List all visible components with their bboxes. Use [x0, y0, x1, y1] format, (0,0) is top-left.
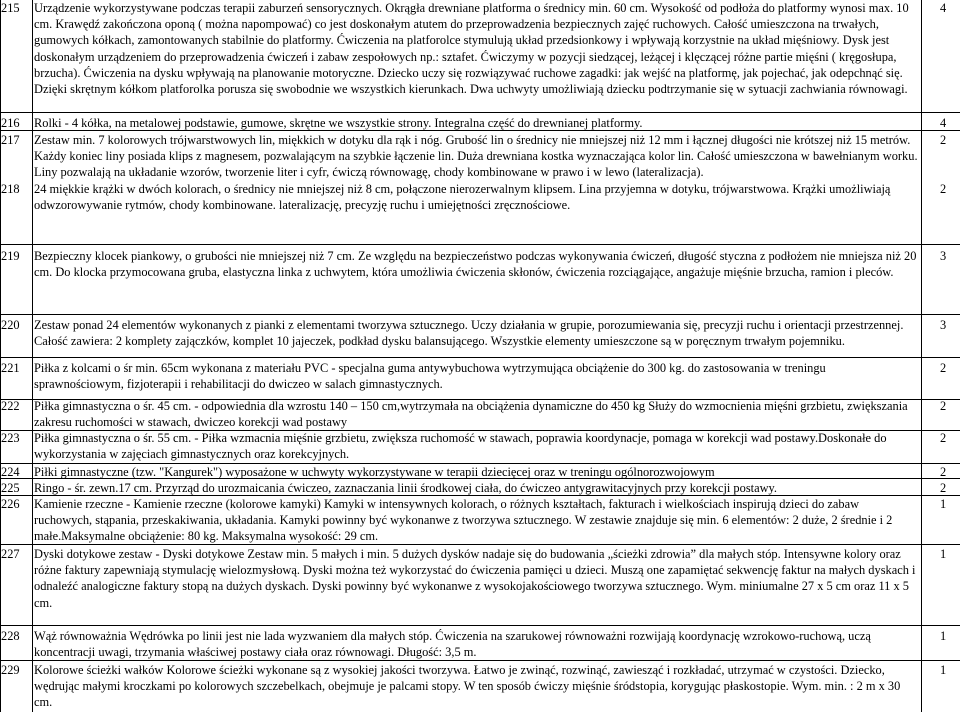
row-description: Kolorowe ścieżki wałków Kolorowe ścieżki wykonane są z wysokiej jakości tworzywa. Łatwo je zwinąć, rozwinąć, zawiesząć i rozkładać, utrzymać w czystości. Dziecko, wędrując małymi kroczkami po kolorowych szczebelkach, obejmuje je palcami stopy. W ten sposób ćwiczy mięśnie śródstopia, korygując płaskostopie. Wym. min. : 2 m x 30 cm. — [34, 663, 901, 710]
row-description: 24 miękkie krążki w dwóch kolorach, o średnicy nie mniejszej niż 8 cm, połączone nierozerwalnym klipsem. Lina przyjemna w dotyku, trójwarstwowa. Krążki umożliwiają odwzorowywanie rytmów, chody kombinowane. lateralizację, precyzję ruchu i umiejętności zręcznościowe. — [34, 182, 891, 213]
row-quantity: 3 — [940, 249, 947, 263]
row-number: 226 — [1, 497, 20, 511]
row-number: 225 — [1, 481, 20, 495]
column-divider-left — [0, 0, 1, 712]
row-number: 228 — [1, 629, 20, 643]
row-quantity: 2 — [940, 481, 947, 495]
row-quantity: 2 — [940, 133, 947, 147]
row-separator — [0, 314, 960, 315]
row-quantity: 1 — [940, 663, 947, 677]
row-description: Piłka gimnastyczna o śr. 55 cm. - Piłka wzmacnia mięśnie grzbietu, zwiększa ruchomość w stawach, poprawia koordynacje, pomaga w korekcji wad postawy.Doskonałe do wykorzystania w zajęciach gimnastycznych oraz korekcyjnych. — [34, 431, 887, 462]
row-quantity: 1 — [940, 629, 947, 643]
row-description: Urządzenie wykorzystywane podczas terapii zaburzeń sensorycznych. Okrągła drewniane platforma o średnicy min. 60 cm. Wysokość od podłoża do platformy wynosi max. 10 cm. Krawędź zakończona oponą ( można napompować) co jest doskonałym atutem do przeprowadzenia bezpiecznych zajęć ruchowych. Całość umieszczona na trwałych, gumowych kółkach, zamontowanych stabilnie do platformy. Ćwiczenia na platforolce stymulują układ przedsionkowy i wpływają korzystnie na układ mięśniowy. Dysk jest doskonałym urządzeniem do przeprowadzenia ćwiczeń i zabaw zespołowych np.: sztafet. Ćwiczymy w pozycji siedzącej, leżącej i klęczącej różne partie mięśni ( kręgosłupa, brzucha). Ćwiczenia na dysku wpływają na planowanie motoryczne. Dziecko uczy się rozwiązywać ruchowe zagadki: jak wejść na platformę, jak pojechać, jak odepchnąć się. Dzięki skrętnym kółkom platforolka porusza się swobodnie we wszystkich kierunkach. Dwa uchwyty umożliwiają dziecku podtrzymanie się w sytuacji zachwiania równowagi. — [34, 1, 909, 97]
row-quantity: 2 — [940, 431, 947, 445]
row-number: 221 — [1, 361, 20, 375]
row-separator — [0, 625, 960, 626]
row-description: Zestaw min. 7 kolorowych trójwarstwowych lin, miękkich w dotyku dla rąk i nóg. Grubość lin o średnicy nie mniejszej niż 12 mm i łącznej długości nie krótszej niż 15 metrów. Każdy koniec liny posiada klips z magnesem, pozwalającym na szybkie łączenie lin. Duża drewniana kostka wyznaczająca kolor lin. Całość umieszczona w bawełnianym worku. Liny pozwalają na układanie wzorów, tworzenie liter i cyfr, ćwiczą równowagę, chody kombinowane w prawo i w lewo (lateralizacja). — [34, 133, 918, 180]
row-number: 216 — [1, 116, 20, 130]
row-number: 217 — [1, 133, 20, 147]
row-description: Ringo - śr. zewn.17 cm. Przyrząd do urozmaicania ćwiczeo, zaznaczania linii środkowej ciała, do ćwiczeo antygrawitacyjnych przy korekcji postawy. — [34, 481, 778, 495]
column-divider-number — [32, 0, 33, 712]
row-quantity: 3 — [940, 318, 947, 332]
row-number: 218 — [1, 182, 20, 196]
row-quantity: 2 — [940, 361, 947, 375]
row-quantity: 2 — [940, 399, 947, 413]
row-quantity: 2 — [940, 465, 947, 479]
row-number: 227 — [1, 547, 20, 561]
row-quantity: 2 — [940, 182, 947, 196]
row-number: 219 — [1, 249, 20, 263]
row-separator — [0, 244, 960, 245]
row-separator — [0, 112, 960, 113]
row-number: 222 — [1, 399, 20, 413]
column-divider-qty — [921, 0, 922, 712]
row-description: Zestaw ponad 24 elementów wykonanych z pianki z elementami tworzywa sztucznego. Uczy działania w grupie, porozumiewania się, precyzji ruchu i orientacji przestrzennej. Całość zawiera: 2 komplety zajączków, komplet 10 jajeczek, podkład dysku balansującego. Wszystkie elementy umieszczone są w poręcznym trwałym pojemniku. — [34, 318, 904, 349]
row-separator — [0, 357, 960, 358]
row-number: 224 — [1, 465, 20, 479]
row-description: Rolki - 4 kółka, na metalowej podstawie, gumowe, skrętne we wszystkie strony. Integralna część do drewnianej platformy. — [34, 116, 643, 130]
row-description: Wąż równoważnia Wędrówka po linii jest nie lada wyzwaniem dla małych stóp. Ćwiczenia na szarukowej równoważni rozwijają koordynację wzrokowo-ruchową, uczą koncentracji uwagi, trzymania właściwej postawy ciała oraz równowagi. Długość: 3,5 m. — [34, 629, 871, 660]
row-number: 229 — [1, 663, 20, 677]
row-quantity: 4 — [940, 1, 947, 15]
row-number: 220 — [1, 318, 20, 332]
row-number: 215 — [1, 1, 20, 15]
row-quantity: 4 — [940, 116, 947, 130]
row-description: Kamienie rzeczne - Kamienie rzeczne (kolorowe kamyki) Kamyki w intensywnych kolorach, o różnych kształtach, fakturach i wielkościach inspirują dzieci do zabaw ruchowych, stąpania, przeskakiwania, układania. Kamyki powinny być wykonanwe z tworzywa sztucznego. W zestawie znajduje się min. 6 elementów: 2 duże, 2 średnie i 2 małe.Maksymalne obciążenie: 80 kg. Maksymalna wysokość: 29 cm. — [34, 497, 893, 544]
row-quantity: 1 — [940, 497, 947, 511]
row-quantity: 1 — [940, 547, 947, 561]
row-description: Piłki gimnastyczne (tzw. "Kangurek") wyposażone w uchwyty wykorzystywane w terapii dziecięcej oraz w treningu ogólnorozwojowym — [34, 465, 715, 479]
row-number: 223 — [1, 431, 20, 445]
row-description: Piłka gimnastyczna o śr. 45 cm. - odpowiednia dla wzrostu 140 – 150 cm,wytrzymała na obciążenia dynamiczne do 450 kg Służy do wzmocnienia mięśni grzbietu, zwiększania zakresu ruchomości w stawach, dwiczeo korekcji wad postawy — [34, 399, 908, 430]
row-description: Dyski dotykowe zestaw - Dyski dotykowe Zestaw min. 5 małych i min. 5 dużych dysków nadaje się do budowania „ścieżki zdrowia” dla małych stóp. Intensywne kolory oraz różne faktury zapewniają stymulację wielozmysłową. Dyski można też wykorzystać do ćwiczenia pamięci u dzieci. Muszą one zapamiętać sekwencję faktur na małych dyskach i odnaleźć analogiczne faktury stopą na dużych dyskach. Dyski powinny być wykonanwe z wysokojakościowego tworzywa sztucznego. Wym. miniumalne 27 x 5 cm oraz 11 x 5 cm. — [34, 547, 916, 610]
row-description: Piłka z kolcami o śr min. 65cm wykonana z materiału PVC - specjalna guma antywybuchowa wytrzymująca obciążenie do 300 kg. do zastosowania w treningu sprawnościowym, fizjoterapii i rehabilitacji do dwiczeo w salach gimnastycznych. — [34, 361, 826, 392]
row-description: Bezpieczny klocek piankowy, o grubości nie mniejszej niż 7 cm. Ze względu na bezpieczeństwo podczas wykonywania ćwiczeń, długość styczna z podłożem nie mniejsza niż 20 cm. Do klocka przymocowana gruba, elastyczna linka z uchwytem, która umożliwia ćwiczenia skłonów, ćwiczenia rozciągające, angażuje mięśnie brzucha, ramion i pleców. — [34, 249, 917, 280]
